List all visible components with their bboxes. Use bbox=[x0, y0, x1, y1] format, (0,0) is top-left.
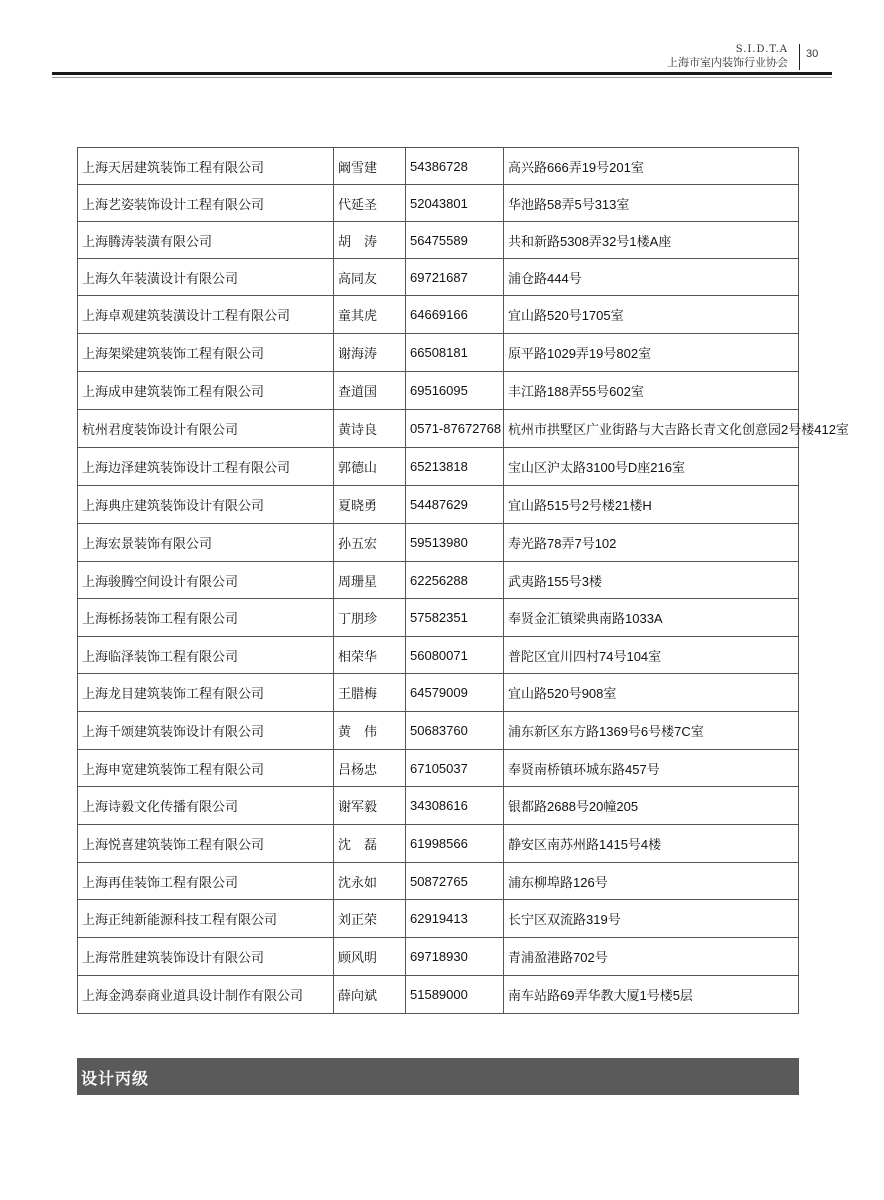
address: 浦东柳埠路126号 bbox=[504, 863, 799, 900]
table-row bbox=[78, 863, 799, 900]
address: 南车站路69弄华教大厦1号楼5层 bbox=[504, 976, 799, 1014]
phone-number: 50872765 bbox=[406, 863, 504, 900]
phone-number: 56080071 bbox=[406, 637, 504, 674]
company-name: 上海架梁建筑装饰工程有限公司 bbox=[78, 334, 334, 372]
table-row bbox=[78, 938, 799, 976]
phone-number: 65213818 bbox=[406, 448, 504, 486]
address: 宝山区沪太路3100号D座216室 bbox=[504, 448, 799, 486]
company-name: 上海卓观建筑装潢设计工程有限公司 bbox=[78, 296, 334, 334]
contact-person: 沈永如 bbox=[334, 863, 406, 900]
phone-number: 50683760 bbox=[406, 712, 504, 750]
address: 银都路2688号20幢205 bbox=[504, 787, 799, 825]
contact-person: 吕杨忠 bbox=[334, 750, 406, 787]
address: 宜山路520号908室 bbox=[504, 674, 799, 712]
company-name: 上海常胜建筑装饰设计有限公司 bbox=[78, 938, 334, 976]
phone-number: 54487629 bbox=[406, 486, 504, 524]
contact-person: 谢海涛 bbox=[334, 334, 406, 372]
address: 静安区南苏州路1415号4楼 bbox=[504, 825, 799, 863]
phone-number: 59513980 bbox=[406, 524, 504, 562]
company-name: 上海典庄建筑装饰设计有限公司 bbox=[78, 486, 334, 524]
phone-number: 69721687 bbox=[406, 259, 504, 296]
table-body bbox=[78, 148, 849, 1014]
table-row bbox=[78, 185, 799, 222]
phone-number: 67105037 bbox=[406, 750, 504, 787]
phone-number: 62256288 bbox=[406, 562, 504, 599]
table-row bbox=[78, 712, 799, 750]
company-directory-table bbox=[77, 147, 849, 1014]
section-title: 设计丙级 bbox=[81, 1069, 150, 1088]
company-name: 上海艺姿装饰设计工程有限公司 bbox=[78, 185, 334, 222]
company-name: 上海宏景装饰有限公司 bbox=[78, 524, 334, 562]
address: 宜山路520号1705室 bbox=[504, 296, 799, 334]
address: 青浦盈港路702号 bbox=[504, 938, 799, 976]
table-row bbox=[78, 524, 799, 562]
table-row bbox=[78, 674, 799, 712]
phone-number: 54386728 bbox=[406, 148, 504, 185]
contact-person: 夏晓勇 bbox=[334, 486, 406, 524]
company-name: 上海再佳装饰工程有限公司 bbox=[78, 863, 334, 900]
header-rule-thin bbox=[52, 77, 832, 78]
contact-person: 阚雪建 bbox=[334, 148, 406, 185]
header-organization: 上海市室内装饰行业协会 bbox=[667, 56, 788, 69]
header-separator bbox=[799, 44, 800, 70]
phone-number: 69718930 bbox=[406, 938, 504, 976]
contact-person: 郭德山 bbox=[334, 448, 406, 486]
phone-number: 62919413 bbox=[406, 900, 504, 938]
table-row bbox=[78, 976, 799, 1014]
company-name: 上海临泽装饰工程有限公司 bbox=[78, 637, 334, 674]
company-name: 上海申宽建筑装饰工程有限公司 bbox=[78, 750, 334, 787]
table-row bbox=[78, 637, 799, 674]
contact-person: 谢军毅 bbox=[334, 787, 406, 825]
phone-number: 34308616 bbox=[406, 787, 504, 825]
phone-number: 51589000 bbox=[406, 976, 504, 1014]
contact-person: 薛向斌 bbox=[334, 976, 406, 1014]
phone-number: 57582351 bbox=[406, 599, 504, 637]
contact-person: 黄诗良 bbox=[334, 410, 406, 448]
address: 宜山路515号2号楼21楼H bbox=[504, 486, 799, 524]
header-abbreviation: S.I.D.T.A bbox=[735, 44, 788, 55]
address: 武夷路155号3楼 bbox=[504, 562, 799, 599]
company-name: 杭州君度装饰设计有限公司 bbox=[78, 410, 334, 448]
table-row bbox=[78, 259, 799, 296]
address: 浦东新区东方路1369号6号楼7C室 bbox=[504, 712, 799, 750]
address: 奉贤金汇镇梁典南路1033A bbox=[504, 599, 799, 637]
table-row bbox=[78, 334, 799, 372]
company-name: 上海栎扬装饰工程有限公司 bbox=[78, 599, 334, 637]
contact-person: 王腊梅 bbox=[334, 674, 406, 712]
company-name: 上海正纯新能源科技工程有限公司 bbox=[78, 900, 334, 938]
address: 丰江路188弄55号602室 bbox=[504, 372, 799, 410]
company-name: 上海金鸿泰商业道具设计制作有限公司 bbox=[78, 976, 334, 1014]
page-number: 30 bbox=[806, 48, 819, 60]
table-row bbox=[78, 787, 799, 825]
contact-person: 丁朋珍 bbox=[334, 599, 406, 637]
address: 高兴路666弄19号201室 bbox=[504, 148, 799, 185]
phone-number: 64579009 bbox=[406, 674, 504, 712]
phone-number: 0571-87672768 bbox=[406, 410, 504, 448]
table-row bbox=[78, 296, 799, 334]
company-name: 上海天居建筑装饰工程有限公司 bbox=[78, 148, 334, 185]
table-row bbox=[78, 372, 799, 410]
contact-person: 查道国 bbox=[334, 372, 406, 410]
address: 华池路58弄5号313室 bbox=[504, 185, 799, 222]
contact-person: 沈 磊 bbox=[334, 825, 406, 863]
company-name: 上海骏腾空间设计有限公司 bbox=[78, 562, 334, 599]
company-name: 上海悦喜建筑装饰工程有限公司 bbox=[78, 825, 334, 863]
company-name: 上海成申建筑装饰工程有限公司 bbox=[78, 372, 334, 410]
company-name: 上海边泽建筑装饰设计工程有限公司 bbox=[78, 448, 334, 486]
address: 寿光路78弄7号102 bbox=[504, 524, 799, 562]
phone-number: 66508181 bbox=[406, 334, 504, 372]
company-name: 上海龙目建筑装饰工程有限公司 bbox=[78, 674, 334, 712]
table-row bbox=[78, 750, 799, 787]
contact-person: 童其虎 bbox=[334, 296, 406, 334]
table-row bbox=[78, 900, 799, 938]
table-row bbox=[78, 562, 799, 599]
phone-number: 52043801 bbox=[406, 185, 504, 222]
header-rule bbox=[52, 72, 832, 75]
header-text bbox=[667, 44, 788, 70]
address: 普陀区宜川四村74号104室 bbox=[504, 637, 799, 674]
phone-number: 61998566 bbox=[406, 825, 504, 863]
address: 杭州市拱墅区广业街路与大吉路长青文化创意园2号楼412室 bbox=[504, 410, 799, 448]
address: 原平路1029弄19号802室 bbox=[504, 334, 799, 372]
table-row bbox=[78, 448, 799, 486]
company-name: 上海千颂建筑装饰设计有限公司 bbox=[78, 712, 334, 750]
address: 长宁区双流路319号 bbox=[504, 900, 799, 938]
contact-person: 黄 伟 bbox=[334, 712, 406, 750]
contact-person: 顾风明 bbox=[334, 938, 406, 976]
contact-person: 周珊星 bbox=[334, 562, 406, 599]
company-name: 上海久年装潢设计有限公司 bbox=[78, 259, 334, 296]
section-header-bar bbox=[77, 1058, 799, 1095]
table-row bbox=[78, 410, 799, 448]
phone-number: 56475589 bbox=[406, 222, 504, 259]
address: 共和新路5308弄32号1楼A座 bbox=[504, 222, 799, 259]
table-row bbox=[78, 222, 799, 259]
contact-person: 刘正荣 bbox=[334, 900, 406, 938]
table-row bbox=[78, 599, 799, 637]
phone-number: 64669166 bbox=[406, 296, 504, 334]
table-row bbox=[78, 486, 799, 524]
address: 奉贤南桥镇环城东路457号 bbox=[504, 750, 799, 787]
table-row bbox=[78, 148, 799, 185]
contact-person: 孙五宏 bbox=[334, 524, 406, 562]
contact-person: 高同友 bbox=[334, 259, 406, 296]
company-name: 上海诗毅文化传播有限公司 bbox=[78, 787, 334, 825]
contact-person: 胡 涛 bbox=[334, 222, 406, 259]
contact-person: 相荣华 bbox=[334, 637, 406, 674]
contact-person: 代延圣 bbox=[334, 185, 406, 222]
company-name: 上海腾涛装潢有限公司 bbox=[78, 222, 334, 259]
address: 浦仓路444号 bbox=[504, 259, 799, 296]
phone-number: 69516095 bbox=[406, 372, 504, 410]
table-row bbox=[78, 825, 799, 863]
